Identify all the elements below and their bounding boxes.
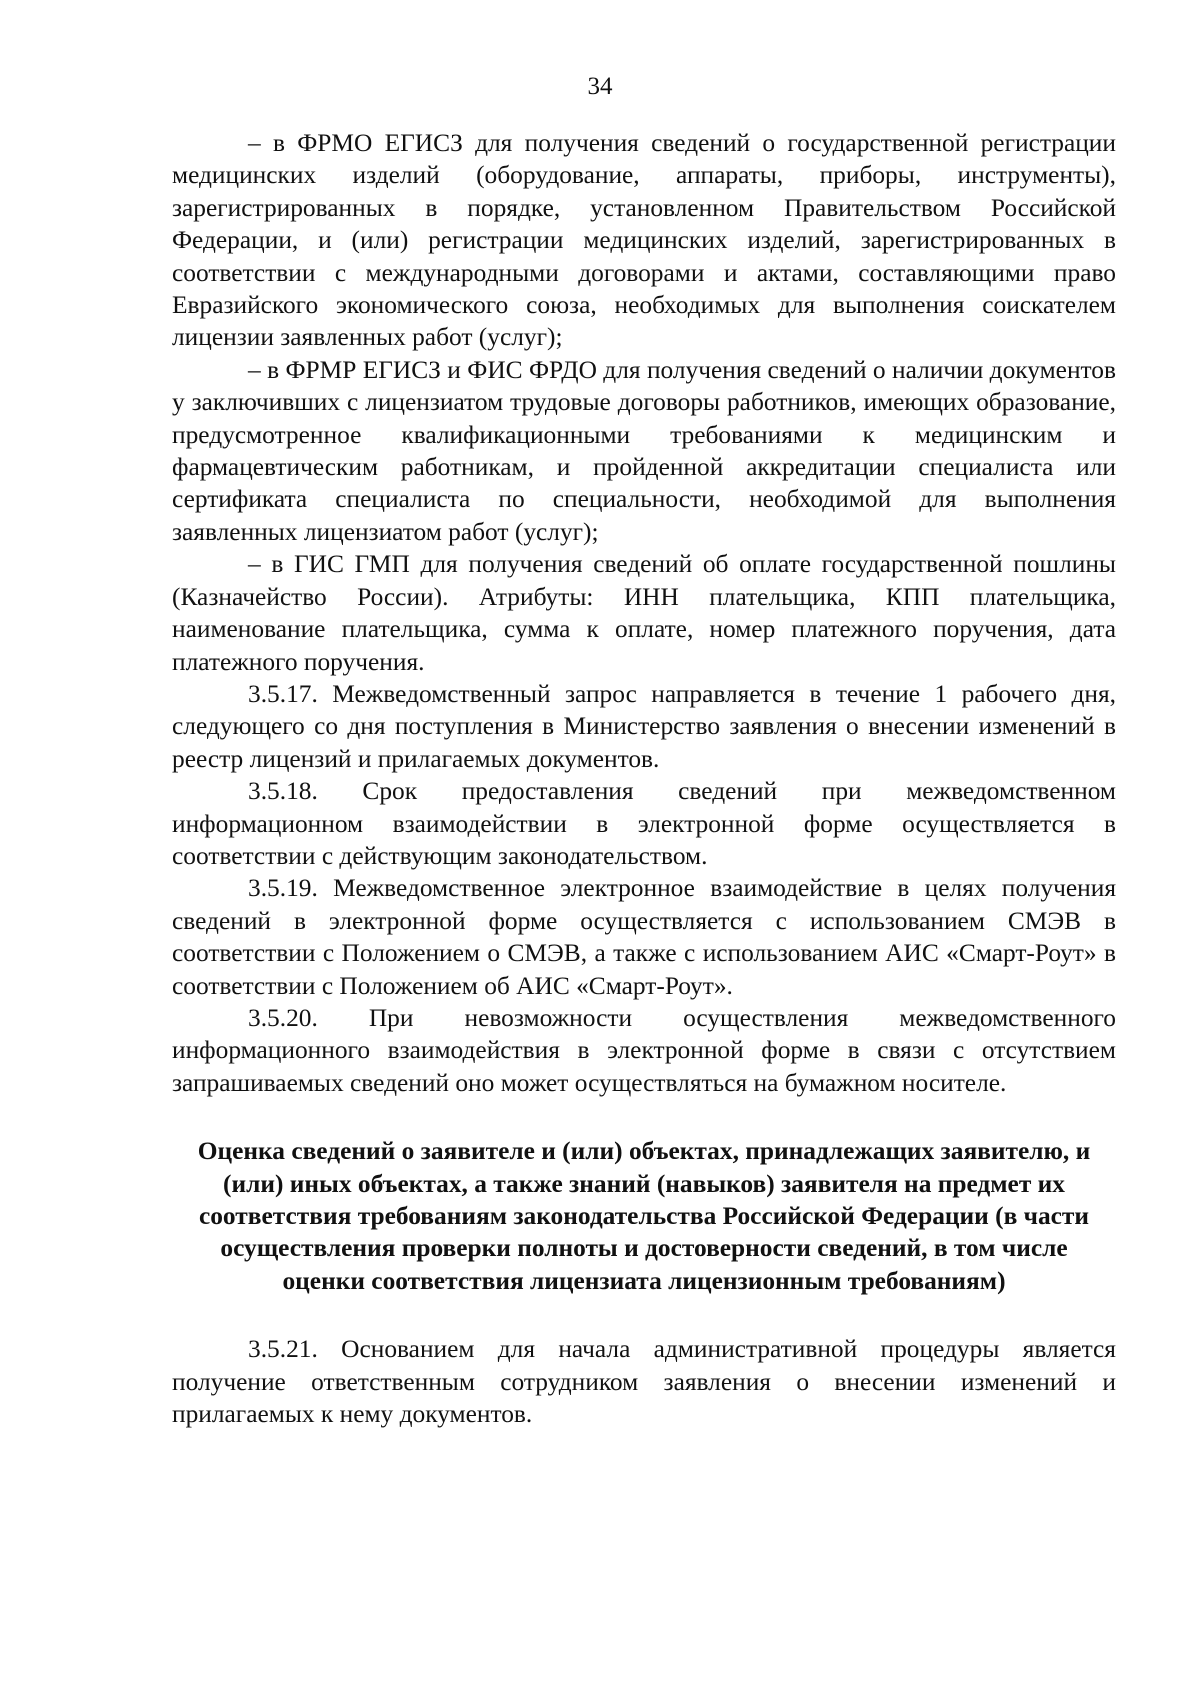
paragraph-frmr: – в ФРМР ЕГИСЗ и ФИС ФРДО для получения сведений о наличии документов у заключивших с лицензиатом трудовые договоры работников, имеющих образование, предусмотренное квалификационными требованиями к медицинским и фармацевтическим работникам, и пройденной аккредитации специалиста или сертификата специалиста по специальности, необходимой для выполнения заявленных лицензиатом работ (услуг); <box>172 355 1116 546</box>
paragraph-3-5-18: 3.5.18. Срок предоставления сведений при межведомственном информационном взаимодействии в электронной форме осуществляется в соответствии с действующим законодательством. <box>172 777 1116 870</box>
section-heading: Оценка сведений о заявителе и (или) объектах, принадлежащих заявителю, и (или) иных объектах, а также знаний (навыков) заявителя на предмет их соответствия требованиям законодательства Российской Федерации (в части осуществления проверки полноты и достоверности сведений, в том числе оценки соответствия лицензиата лицензионным требованиям) <box>197 1137 1091 1295</box>
paragraph-3-5-20: 3.5.20. При невозможности осуществления межведомственного информационного взаимодействия в электронной форме в связи с отсутствием запрашиваемых сведений оно может осуществляться на бумажном носителе. <box>172 1003 1116 1097</box>
paragraph-gis-gmp: – в ГИС ГМП для получения сведений об оплате государственной пошлины (Казначейство России). Атрибуты: ИНН плательщика, КПП плательщика, наименование плательщика, сумма к оплате, номер платежного поручения, дата платежного поручения. <box>172 550 1116 676</box>
page-number: 34 <box>587 73 613 100</box>
paragraph-3-5-21: 3.5.21. Основанием для начала административной процедуры является получение ответственным сотрудником заявления о внесении изменений и прилагаемых к нему документов. <box>172 1335 1116 1429</box>
paragraph-3-5-17: 3.5.17. Межведомственный запрос направляется в течение 1 рабочего дня, следующего со дня поступления в Министерство заявления о внесении изменений в реестр лицензий и прилагаемых документов. <box>172 679 1116 773</box>
document-body <box>172 127 1116 1430</box>
paragraph-frmo: – в ФРМО ЕГИСЗ для получения сведений о государственной регистрации медицинских изделий (оборудование, аппараты, приборы, инструменты), зарегистрированных в порядке, установленном Правительством Российской Федерации, и (или) регистрации медицинских изделий, зарегистрированных в соответствии с международными договорами и актами, составляющими право Евразийского экономического союза, необходимых для выполнения соискателем лицензии заявленных работ (услуг); <box>172 129 1116 352</box>
paragraph-3-5-19: 3.5.19. Межведомственное электронное взаимодействие в целях получения сведений в электронной форме осуществляется с использованием СМЭВ в соответствии с Положением о СМЭВ, а также с использованием АИС «Смарт-Роут» в соответствии с Положением об АИС «Смарт-Роут». <box>172 874 1116 1000</box>
